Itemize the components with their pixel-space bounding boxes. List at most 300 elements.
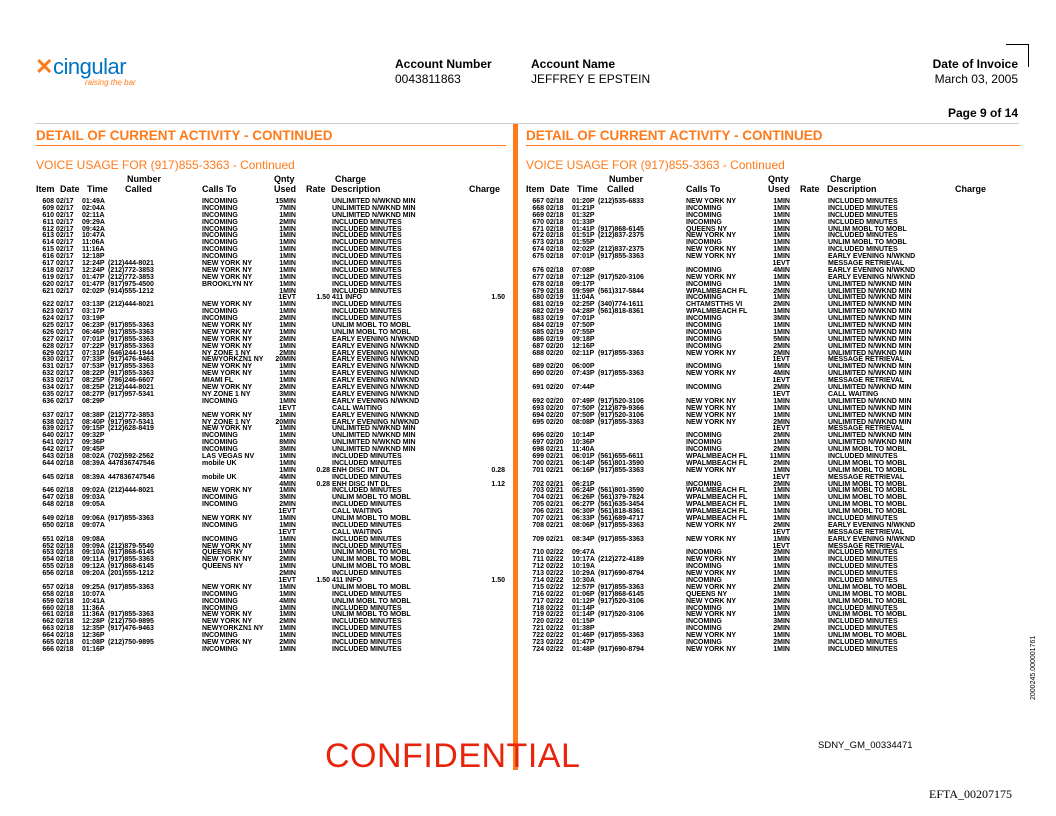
cell-description: EARLY EVENING N/WKND xyxy=(332,418,420,426)
cell-calls-to: INCOMING xyxy=(686,432,722,440)
cell-date: 02/22 xyxy=(546,645,564,653)
cell-description: INCLUDED MINUTES xyxy=(332,590,402,598)
cell-date: 02/18 xyxy=(56,618,74,626)
cell-time: 08:39A xyxy=(82,473,105,481)
cell-date: 02/19 xyxy=(546,315,564,323)
cell-description: UNLIM MOBL TO MOBL xyxy=(332,563,411,571)
cell-time: 06:23P xyxy=(82,322,105,330)
logo-tagline: raising the bar xyxy=(85,78,136,87)
cell-called: (917)690-8794 xyxy=(598,570,644,578)
cell-description: UNLIMITED N/WKND MIN xyxy=(332,446,416,454)
cell-date: 02/20 xyxy=(546,384,564,392)
cell-rate: 0.28 xyxy=(316,466,330,474)
cell-date: 02/17 xyxy=(56,322,74,330)
cell-used: 1MIN xyxy=(773,204,790,212)
cell-calls-to: INCOMING xyxy=(202,645,238,653)
cell-item: 687 xyxy=(532,342,544,350)
cell-date: 02/17 xyxy=(56,246,74,254)
cell-description: INCLUDED MINUTES xyxy=(828,246,898,254)
cell-used: 1MIN xyxy=(773,563,790,571)
cell-calls-to: WPALMBEACH FL xyxy=(686,452,748,460)
cell-date: 02/18 xyxy=(56,639,74,646)
cell-description: INCLUDED MINUTES xyxy=(332,308,402,316)
cell-time: 07:01P xyxy=(572,315,595,323)
cell-used: 1EVT xyxy=(772,542,790,550)
cell-called: (212)535-6833 xyxy=(598,198,644,205)
cell-calls-to: NEW YORK NY xyxy=(202,425,253,433)
cell-called: (212)272-4189 xyxy=(598,556,644,564)
cell-calls-to: INCOMING xyxy=(686,266,722,274)
cell-time: 09:09A xyxy=(82,542,105,550)
cell-used: 1MIN xyxy=(279,287,296,295)
cell-used: 2MIN xyxy=(773,342,790,350)
cell-calls-to: NEW YORK NY xyxy=(202,611,253,619)
cell-item: 650 xyxy=(42,521,54,529)
cell-time: 01:16P xyxy=(82,645,105,653)
cell-item: 674 xyxy=(532,246,544,254)
col-item: Item xyxy=(526,184,545,194)
cell-description: INCLUDED MINUTES xyxy=(828,232,898,240)
cell-time: 01:21P xyxy=(572,204,595,212)
cell-item: 688 xyxy=(532,349,544,357)
col-qnty-top: Qnty xyxy=(768,174,789,184)
cell-date: 02/17 xyxy=(56,225,74,233)
cell-description: UNLIMITED N/WKND MIN xyxy=(828,294,912,302)
cell-calls-to: NEW YORK NY xyxy=(686,556,737,564)
cell-calls-to: INCOMING xyxy=(202,225,238,233)
section-title-right: DETAIL OF CURRENT ACTIVITY - CONTINUED xyxy=(526,128,823,143)
cell-called: (917)520-3106 xyxy=(598,273,644,281)
cell-time: 08:22P xyxy=(82,370,105,378)
cell-calls-to: INCOMING xyxy=(202,439,238,447)
col-charge: Charge xyxy=(955,184,987,194)
cell-date: 02/18 xyxy=(56,570,74,578)
cell-calls-to: INCOMING xyxy=(686,204,722,212)
cell-time: 01:32P xyxy=(572,211,595,219)
invoice-date-value: March 03, 2005 xyxy=(934,72,1018,86)
cell-charge: 1.50 xyxy=(491,576,505,584)
cell-calls-to: NEW YORK NY xyxy=(202,301,253,309)
cell-used: 2MIN xyxy=(279,218,296,226)
cell-item: 724 xyxy=(532,645,544,653)
cell-item: 702 xyxy=(532,480,544,488)
cell-used: 1MIN xyxy=(279,225,296,233)
cell-used: 1EVT xyxy=(278,508,296,516)
confidential-stamp: CONFIDENTIAL xyxy=(325,737,581,775)
cell-description: CALL WAITING xyxy=(332,528,383,536)
cell-date: 02/18 xyxy=(546,225,564,233)
cell-date: 02/18 xyxy=(546,232,564,240)
cell-time: 01:38P xyxy=(572,625,595,633)
cell-item: 642 xyxy=(42,446,54,454)
cell-time: 01:41P xyxy=(572,225,595,233)
cell-item: 656 xyxy=(42,570,54,578)
cell-date: 02/17 xyxy=(56,356,74,364)
cell-calls-to: INCOMING xyxy=(202,521,238,529)
col-date: Date xyxy=(550,184,570,194)
cell-date: 02/17 xyxy=(56,411,74,419)
col-number-top: Number xyxy=(127,174,162,184)
cell-calls-to: INCOMING xyxy=(202,232,238,240)
cell-item: 665 xyxy=(42,639,54,646)
cell-calls-to: INCOMING xyxy=(202,494,238,502)
cell-date: 02/18 xyxy=(546,253,564,261)
cell-calls-to: INCOMING xyxy=(686,625,722,633)
cell-item: 696 xyxy=(532,432,544,440)
cell-date: 02/22 xyxy=(546,618,564,626)
cell-used: 3MIN xyxy=(279,494,296,502)
cell-used: 1MIN xyxy=(773,439,790,447)
cell-description: EARLY EVENING N/WKND xyxy=(332,356,420,364)
cell-description: INCLUDED MINUTES xyxy=(332,459,402,467)
cell-item: 722 xyxy=(532,632,544,640)
cell-date: 02/18 xyxy=(546,204,564,212)
corner-mark xyxy=(1006,44,1029,67)
cell-calls-to: WPALMBEACH FL xyxy=(686,514,748,522)
cell-date: 02/18 xyxy=(56,549,74,557)
cell-date: 02/18 xyxy=(546,280,564,288)
cell-called: (646)244-1944 xyxy=(108,349,154,357)
cell-time: 12:35P xyxy=(82,625,105,633)
account-name-value: JEFFREY E EPSTEIN xyxy=(531,72,651,86)
cell-used: 1MIN xyxy=(279,452,296,460)
cell-calls-to: INCOMING xyxy=(202,397,238,405)
cell-used: 1MIN xyxy=(279,563,296,571)
account-number-block xyxy=(395,57,492,87)
cell-description: EARLY EVENING N/WKND xyxy=(828,253,916,261)
cell-calls-to: INCOMING xyxy=(686,549,722,557)
cell-used: 7MIN xyxy=(279,204,296,212)
cell-used: 3MIN xyxy=(773,618,790,626)
cell-called: (561)818-8361 xyxy=(598,508,644,516)
cell-time: 08:38P xyxy=(82,411,105,419)
cell-date: 02/18 xyxy=(56,514,74,522)
cell-used: 1EVT xyxy=(772,528,790,536)
cell-used: 1MIN xyxy=(279,542,296,550)
cell-description: UNLIM MOBL TO MOBL xyxy=(828,480,907,488)
cell-item: 649 xyxy=(42,514,54,522)
cell-item: 667 xyxy=(532,198,544,205)
cell-calls-to: INCOMING xyxy=(686,563,722,571)
cell-calls-to: NEW YORK NY xyxy=(686,570,737,578)
cell-time: 10:14P xyxy=(572,432,595,440)
cell-date: 02/18 xyxy=(56,487,74,495)
cell-description: UNLIM MOBL TO MOBL xyxy=(828,611,907,619)
cell-description: INCLUDED MINUTES xyxy=(332,542,402,550)
cell-time: 12:28P xyxy=(82,618,105,626)
cell-calls-to: INCOMING xyxy=(202,253,238,261)
cell-used: 4MIN xyxy=(279,597,296,605)
cell-item: 694 xyxy=(532,411,544,419)
cell-time: 09:29A xyxy=(82,218,105,226)
cell-item: 621 xyxy=(42,287,54,295)
cell-item: 617 xyxy=(42,260,54,268)
cell-calls-to: WPALMBEACH FL xyxy=(686,308,748,316)
cell-used: 2MIN xyxy=(773,521,790,529)
cell-date: 02/17 xyxy=(56,418,74,426)
cell-description: MESSAGE RETRIEVAL xyxy=(828,260,905,268)
cell-used: 2MIN xyxy=(279,556,296,564)
cell-item: 711 xyxy=(532,556,544,564)
cell-time: 09:05A xyxy=(82,501,105,509)
cell-description: EARLY EVENING N/WKND xyxy=(828,266,916,274)
cell-date: 02/17 xyxy=(56,370,74,378)
cell-called: (917)868-6145 xyxy=(108,563,154,571)
cell-used: 1MIN xyxy=(773,294,790,302)
cell-description: INCLUDED MINUTES xyxy=(332,280,402,288)
section-title-left: DETAIL OF CURRENT ACTIVITY - CONTINUED xyxy=(36,128,333,143)
cell-item: 681 xyxy=(532,301,544,309)
cell-calls-to: QUEENS NY xyxy=(202,549,244,557)
cell-used: 1MIN xyxy=(773,556,790,564)
cell-date: 02/18 xyxy=(546,273,564,281)
cell-item: 620 xyxy=(42,280,54,288)
cell-used: 1MIN xyxy=(773,363,790,371)
cell-used: 1MIN xyxy=(279,549,296,557)
cell-calls-to: NEW YORK NY xyxy=(686,597,737,605)
cell-time: 09:02A xyxy=(82,487,105,495)
col-description: Description xyxy=(827,184,877,194)
cell-item: 715 xyxy=(532,583,544,591)
cell-item: 635 xyxy=(42,390,54,398)
cell-description: INCLUDED MINUTES xyxy=(828,604,898,612)
cell-description: INCLUDED MINUTES xyxy=(332,632,402,640)
cell-calls-to: NEW YORK NY xyxy=(686,397,737,405)
cell-time: 07:33P xyxy=(82,356,105,364)
cell-used: 1MIN xyxy=(279,246,296,254)
cell-calls-to: INCOMING xyxy=(202,535,238,543)
cell-calls-to: NEW YORK NY xyxy=(686,253,737,261)
cell-date: 02/21 xyxy=(546,487,564,495)
cell-called: (917)868-6145 xyxy=(598,590,644,598)
header-divider xyxy=(35,123,1019,124)
cell-called: (212)444-8021 xyxy=(108,301,154,309)
cell-date: 02/19 xyxy=(546,308,564,316)
cell-time: 07:50P xyxy=(572,322,595,330)
cell-description: INCLUDED MINUTES xyxy=(332,246,402,254)
cell-time: 08:02A xyxy=(82,452,105,460)
cell-date: 02/18 xyxy=(56,459,74,467)
cell-item: 675 xyxy=(532,253,544,261)
cell-called: (917)855-3363 xyxy=(108,583,154,591)
cell-time: 09:45P xyxy=(82,446,105,454)
cell-description: UNLIM MOBL TO MOBL xyxy=(332,583,411,591)
cell-description: INCLUDED MINUTES xyxy=(828,645,898,653)
cell-time: 09:17P xyxy=(572,280,595,288)
cell-date: 02/18 xyxy=(56,583,74,591)
cell-used: 1MIN xyxy=(279,487,296,495)
cell-date: 02/17 xyxy=(56,384,74,392)
cell-description: INCLUDED MINUTES xyxy=(828,514,898,522)
cell-time: 10:47A xyxy=(82,232,105,240)
cell-description: MESSAGE RETRIEVAL xyxy=(828,377,905,385)
cell-used: 1MIN xyxy=(773,466,790,474)
cell-item: 618 xyxy=(42,266,54,274)
cell-time: 06:26P xyxy=(572,494,595,502)
cell-calls-to: QUEENS NY xyxy=(686,590,728,598)
cell-description: UNLIMITED N/WKND MIN xyxy=(828,384,912,392)
col-rate: Rate xyxy=(306,184,326,194)
col-description: Description xyxy=(331,184,381,194)
cell-description: INCLUDED MINUTES xyxy=(332,266,402,274)
cell-item: 613 xyxy=(42,232,54,240)
cell-description: INCLUDED MINUTES xyxy=(828,570,898,578)
cell-item: 699 xyxy=(532,452,544,460)
cell-description: MESSAGE RETRIEVAL xyxy=(828,473,905,481)
cell-item: 716 xyxy=(532,590,544,598)
cell-description: INCLUDED MINUTES xyxy=(828,218,898,226)
cell-description: INCLUDED MINUTES xyxy=(332,618,402,626)
cell-called: (212)879-5540 xyxy=(108,542,154,550)
cell-calls-to: INCOMING xyxy=(202,218,238,226)
cell-calls-to: INCOMING xyxy=(202,501,238,509)
cell-date: 02/17 xyxy=(56,315,74,323)
cell-date: 02/17 xyxy=(56,377,74,385)
cell-date: 02/21 xyxy=(546,535,564,543)
cell-description: UNLIM MOBL TO MOBL xyxy=(828,466,907,474)
cell-used: 1MIN xyxy=(279,432,296,440)
cell-used: 2MIN xyxy=(279,570,296,578)
cell-time: 02:02P xyxy=(572,246,595,254)
cell-description: UNLIM MOBL TO MOBL xyxy=(828,583,907,591)
cell-calls-to: INCOMING xyxy=(686,639,722,646)
cell-date: 02/21 xyxy=(546,494,564,502)
cell-date: 02/17 xyxy=(56,273,74,281)
cell-date: 02/17 xyxy=(56,232,74,240)
cell-item: 629 xyxy=(42,349,54,357)
cell-description: INCLUDED MINUTES xyxy=(332,452,402,460)
cell-used: 1MIN xyxy=(279,411,296,419)
cell-called: (917)520-3106 xyxy=(598,611,644,619)
cell-time: 08:39A xyxy=(82,459,105,467)
cell-description: EARLY EVENING N/WKND xyxy=(332,370,420,378)
cell-time: 09:18P xyxy=(572,335,595,343)
cell-used: 1MIN xyxy=(773,645,790,653)
cell-time: 06:16P xyxy=(572,466,595,474)
cell-calls-to: NEW YORK NY xyxy=(686,583,737,591)
cell-date: 02/17 xyxy=(56,446,74,454)
cell-date: 02/22 xyxy=(546,639,564,646)
cell-date: 02/17 xyxy=(56,280,74,288)
cell-item: 686 xyxy=(532,335,544,343)
cell-time: 12:24P xyxy=(82,266,105,274)
cell-item: 678 xyxy=(532,280,544,288)
cell-date: 02/21 xyxy=(546,466,564,474)
cell-date: 02/21 xyxy=(546,521,564,529)
cell-called: (917)868-6145 xyxy=(108,549,154,557)
cell-used: 1MIN xyxy=(279,535,296,543)
cell-calls-to: NEW YORK NY xyxy=(202,273,253,281)
cell-calls-to: INCOMING xyxy=(202,432,238,440)
cell-used: 2MIN xyxy=(773,446,790,454)
cell-item: 685 xyxy=(532,328,544,336)
cell-time: 12:18P xyxy=(82,253,105,261)
cell-date: 02/17 xyxy=(56,239,74,247)
cell-used: 1MIN xyxy=(279,342,296,350)
cell-date: 02/21 xyxy=(546,501,564,509)
cell-date: 02/18 xyxy=(56,556,74,564)
cell-calls-to: NEW YORK NY xyxy=(686,273,737,281)
cell-item: 646 xyxy=(42,487,54,495)
cell-called: (561)801-3590 xyxy=(598,459,644,467)
cell-used: 1EVT xyxy=(772,473,790,481)
cell-called: (917)520-3106 xyxy=(598,397,644,405)
cell-description: UNLIM MOBL TO MOBL xyxy=(332,322,411,330)
cell-calls-to: NEW YORK NY xyxy=(202,266,253,274)
cell-description: UNLIMITED N/WKND MIN xyxy=(332,198,416,205)
cell-description: EARLY EVENING N/WKND xyxy=(332,411,420,419)
cell-used: 1MIN xyxy=(773,632,790,640)
cell-rate: 1.50 xyxy=(316,576,330,584)
cell-calls-to: NEW YORK NY xyxy=(202,335,253,343)
cell-description: UNLIMITED N/WKND MIN xyxy=(332,204,416,212)
cell-used: 1MIN xyxy=(773,198,790,205)
cell-called: (917)868-6145 xyxy=(598,225,644,233)
cell-description: INCLUDED MINUTES xyxy=(332,535,402,543)
cell-item: 658 xyxy=(42,590,54,598)
cell-used: 3MIN xyxy=(279,390,296,398)
cell-time: 04:28P xyxy=(572,308,595,316)
cell-called: (917)855-3363 xyxy=(598,349,644,357)
cell-date: 02/18 xyxy=(56,632,74,640)
cell-used: 1MIN xyxy=(279,232,296,240)
cell-time: 10:30A xyxy=(572,576,595,584)
cell-time: 09:42A xyxy=(82,225,105,233)
cell-calls-to: NEW YORK NY xyxy=(686,411,737,419)
col-time: Time xyxy=(87,184,108,194)
cell-time: 01:33P xyxy=(572,218,595,226)
cell-description: UNLIM MOBL TO MOBL xyxy=(332,514,411,522)
cell-used: 1MIN xyxy=(279,211,296,219)
cell-date: 02/20 xyxy=(546,397,564,405)
cell-rate: 1.50 xyxy=(316,294,330,302)
cell-called: (212)628-8419 xyxy=(108,425,154,433)
cell-calls-to: WPALMBEACH FL xyxy=(686,487,748,495)
cell-item: 633 xyxy=(42,377,54,385)
cell-description: UNLIM MOBL TO MOBL xyxy=(332,328,411,336)
cell-used: 1MIN xyxy=(279,260,296,268)
cell-description: MESSAGE RETRIEVAL xyxy=(828,542,905,550)
cell-used: 2MIN xyxy=(279,335,296,343)
cell-description: EARLY EVENING N/WKND xyxy=(828,535,916,543)
cell-calls-to: INCOMING xyxy=(686,294,722,302)
col-item: Item xyxy=(36,184,55,194)
cell-called: (212)772-3853 xyxy=(108,411,154,419)
cell-called: (917)855-3363 xyxy=(598,418,644,426)
cell-description: UNLIM MOBL TO MOBL xyxy=(332,549,411,557)
cell-time: 07:01P xyxy=(82,335,105,343)
cell-used: 1EVT xyxy=(772,377,790,385)
cell-calls-to: INCOMING xyxy=(686,576,722,584)
cell-description: UNLIM MOBL TO MOBL xyxy=(828,632,907,640)
cell-date: 02/18 xyxy=(546,211,564,219)
cell-item: 691 xyxy=(532,384,544,392)
cell-item: 653 xyxy=(42,549,54,557)
cell-description: UNLIMITED N/WKND MIN xyxy=(332,425,416,433)
cell-calls-to: NEW YORK NY xyxy=(686,466,737,474)
cell-date: 02/19 xyxy=(546,328,564,336)
cell-item: 677 xyxy=(532,273,544,281)
cell-item: 640 xyxy=(42,432,54,440)
cell-description: UNLIMITED N/WKND MIN xyxy=(828,315,912,323)
cell-description: UNLIM MOBL TO MOBL xyxy=(332,597,411,605)
cell-used: 1MIN xyxy=(279,583,296,591)
cell-description: UNLIMITED N/WKND MIN xyxy=(828,287,912,295)
cell-time: 06:46P xyxy=(82,328,105,336)
cell-item: 668 xyxy=(532,204,544,212)
cell-description: EARLY EVENING N/WKND xyxy=(332,377,420,385)
cell-time: 03:13P xyxy=(82,301,105,309)
